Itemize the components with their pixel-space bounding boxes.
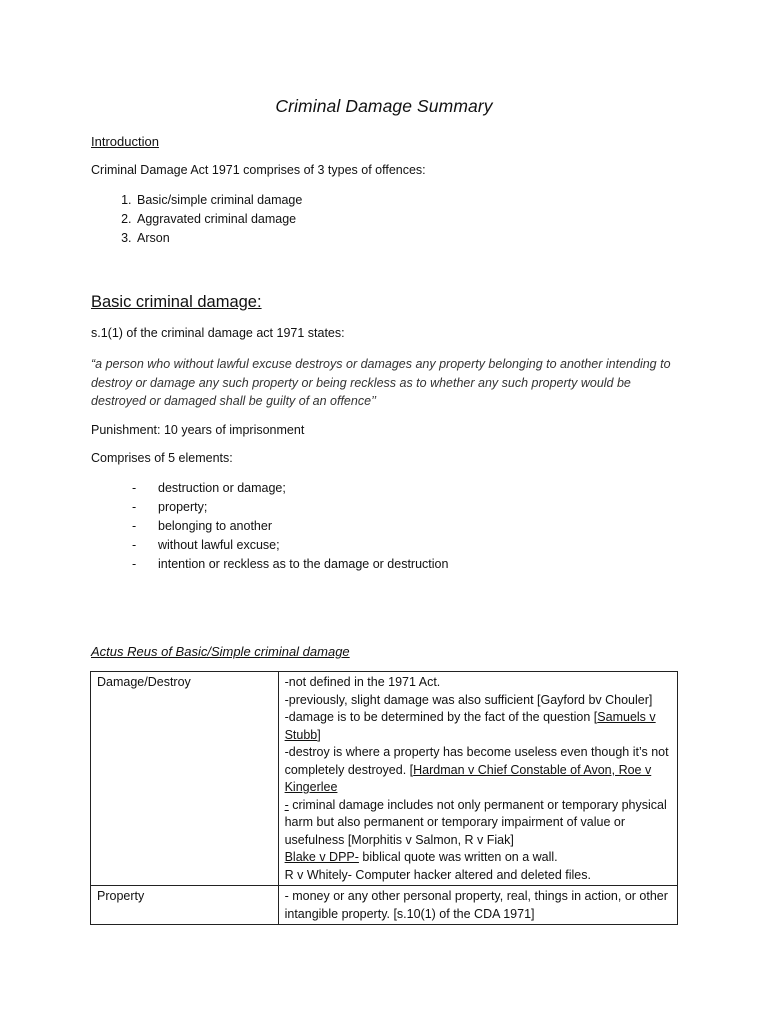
row-label: Property bbox=[97, 889, 145, 903]
document-title: Criminal Damage Summary bbox=[275, 96, 493, 116]
comprises-text: Comprises of 5 elements: bbox=[91, 451, 233, 465]
list-item: 3. Arson bbox=[135, 229, 302, 248]
row-line bbox=[285, 797, 671, 850]
row-text: - bbox=[284, 797, 289, 812]
case-citation: Blake v DPP- bbox=[284, 850, 359, 864]
list-item: - destruction or damage; bbox=[132, 479, 448, 498]
list-item: 1. Basic/simple criminal damage bbox=[135, 191, 302, 210]
list-item: - intention or reckless as to the damage or destruction bbox=[132, 555, 448, 574]
table-cell-label bbox=[91, 672, 279, 886]
table-row bbox=[91, 672, 678, 886]
row-line: -not defined in the 1971 Act. bbox=[284, 675, 441, 689]
table-cell-label bbox=[91, 886, 279, 925]
introduction-text: Criminal Damage Act 1971 comprises of 3 types of offences: bbox=[91, 163, 426, 177]
punishment-text: Punishment: 10 years of imprisonment bbox=[91, 423, 305, 437]
row-text: -destroy is where a property has become useless even though it’s not completely destroyed. [ bbox=[284, 745, 669, 777]
row-line: -previously, slight damage was also sufficient [Gayford bv Chouler] bbox=[284, 692, 653, 707]
list-item: - property; bbox=[132, 498, 448, 517]
elements-list bbox=[132, 479, 448, 574]
statute-quote: “a person who without lawful excuse destroys or damages any property belonging to another intending to destroy or damage any such property or being reckless as to whether any such property would be destroyed or damaged shall be guilty of an offence’’ bbox=[91, 357, 671, 408]
row-text: biblical quote was written on a wall. bbox=[358, 850, 558, 864]
offences-list bbox=[111, 191, 302, 248]
statute-reference: s.1(1) of the criminal damage act 1971 states: bbox=[91, 326, 345, 340]
row-text: ] bbox=[317, 727, 321, 742]
list-item: - belonging to another bbox=[132, 517, 448, 536]
row-label: Damage/Destroy bbox=[97, 675, 191, 689]
list-item: - without lawful excuse; bbox=[132, 536, 448, 555]
row-text: criminal damage includes not only permanent or temporary physical harm but also permanent or temporary impairment of value or usefulness [Morphitis v Salmon, R v Fiak] bbox=[284, 797, 667, 847]
row-line: R v Whitely- Computer hacker altered and deleted files. bbox=[284, 867, 591, 882]
list-item: 2. Aggravated criminal damage bbox=[135, 210, 302, 229]
row-line bbox=[285, 709, 671, 744]
actus-reus-heading: Actus Reus of Basic/Simple criminal damage bbox=[91, 644, 350, 659]
introduction-heading: Introduction bbox=[91, 134, 159, 149]
row-text: -damage is to be determined by the fact of the question [ bbox=[284, 710, 598, 724]
actus-reus-table bbox=[90, 671, 678, 925]
row-line: - money or any other personal property, real, things in action, or other intangible property. [s.10(1) of the CDA 1971] bbox=[284, 889, 668, 921]
row-line bbox=[285, 744, 671, 797]
case-citation: Hardman v Chief Constable of Avon, Roe v Kingerlee bbox=[284, 762, 652, 794]
table-row bbox=[91, 886, 678, 925]
table-cell-content bbox=[278, 886, 677, 925]
case-citation: Samuels v Stubb bbox=[284, 710, 656, 742]
row-line bbox=[285, 849, 671, 867]
basic-criminal-damage-heading: Basic criminal damage: bbox=[91, 293, 262, 311]
table-cell-content bbox=[278, 672, 677, 886]
